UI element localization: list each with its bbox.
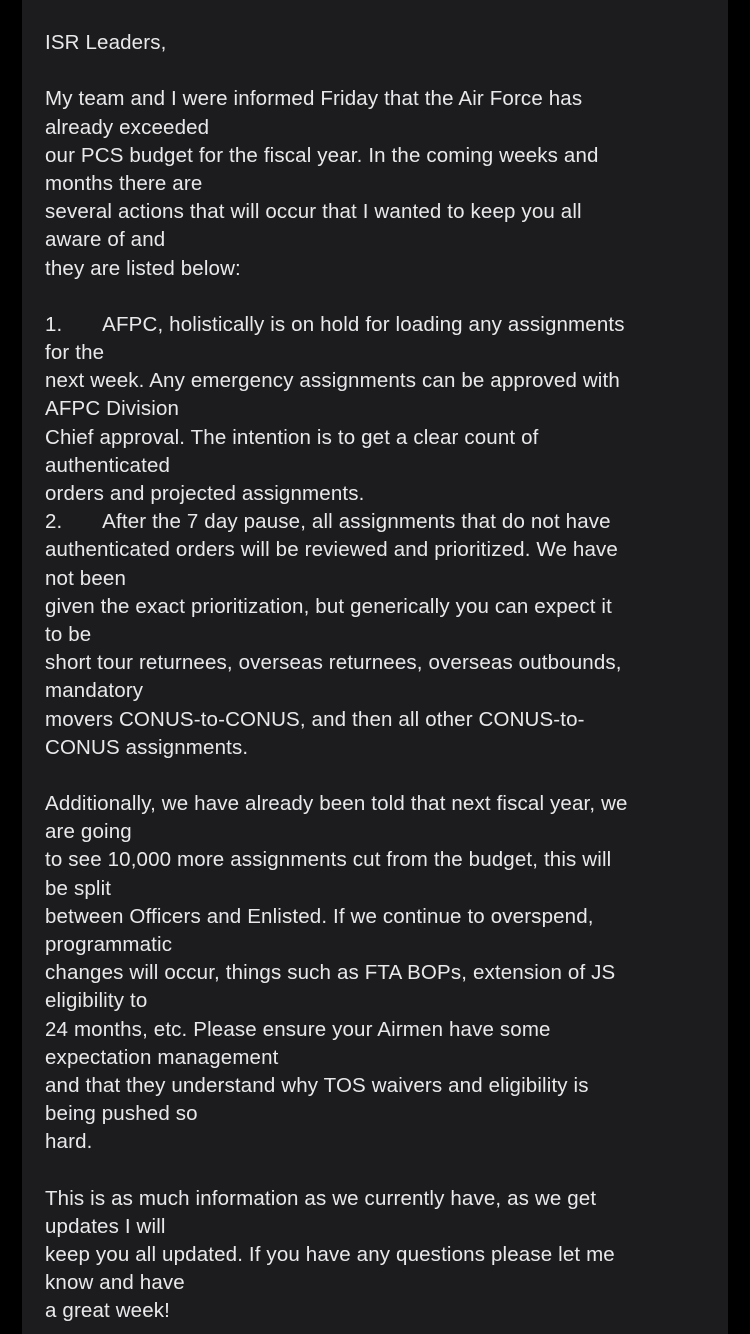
text-line: changes will occur, things such as FTA BOPs, extension of JS xyxy=(45,961,616,985)
text-line: be split xyxy=(45,876,112,900)
text-line: several actions that will occur that I wanted to keep you all xyxy=(45,200,582,224)
text-line: next week. Any emergency assignments can be approved with xyxy=(45,369,620,393)
text-line: given the exact prioritization, but generically you can expect it xyxy=(45,594,612,618)
text-line: not been xyxy=(45,566,126,590)
text-line: short tour returnees, overseas returnees, overseas outbounds, xyxy=(45,651,622,675)
list-item-2-line: 2. After the 7 day pause, all assignments that do not have xyxy=(45,510,611,534)
text-line: Chief approval. The intention is to get a clear count of xyxy=(45,425,539,449)
text-line: hard. xyxy=(45,1130,93,1154)
text-line: CONUS assignments. xyxy=(45,735,249,759)
text-line: eligibility to xyxy=(45,989,148,1013)
text-line: they are listed below: xyxy=(45,256,241,280)
text-line: months there are xyxy=(45,171,203,195)
text-line: know and have xyxy=(45,1271,185,1295)
text-line: keep you all updated. If you have any questions please let me xyxy=(45,1243,615,1267)
text-line: expectation management xyxy=(45,1045,279,1069)
text-line: aware of and xyxy=(45,228,166,252)
text-line: This is as much information as we currently have, as we get xyxy=(45,1186,597,1210)
text-line: movers CONUS-to-CONUS, and then all other CONUS-to- xyxy=(45,707,585,731)
text-line: Additionally, we have already been told that next fiscal year, we xyxy=(45,792,628,816)
greeting-line: ISR Leaders, xyxy=(45,31,167,54)
text-line: to be xyxy=(45,622,92,646)
text-line: authenticated orders will be reviewed and prioritized. We have xyxy=(45,538,618,562)
blank-line xyxy=(45,283,715,311)
text-line: being pushed so xyxy=(45,1102,198,1126)
blank-line xyxy=(45,762,715,790)
text-line: for the xyxy=(45,341,105,365)
text-line: My team and I were informed Friday that the Air Force has xyxy=(45,87,583,111)
text-line: are going xyxy=(45,820,132,844)
list-item-1-line: 1. AFPC, holistically is on hold for loading any assignments xyxy=(45,312,625,336)
text-line: programmatic xyxy=(45,933,173,956)
text-line: AFPC Division xyxy=(45,397,180,421)
text-line: and that they understand why TOS waivers and eligibility is xyxy=(45,1073,589,1097)
text-line: our PCS budget for the fiscal year. In the coming weeks and xyxy=(45,143,599,167)
closing-line: a great week! xyxy=(45,1299,171,1323)
blank-line xyxy=(45,1157,715,1185)
text-line: authenticated xyxy=(45,453,171,477)
text-line: 24 months, etc. Please ensure your Airmen have some xyxy=(45,1017,551,1041)
message-body xyxy=(45,29,715,1326)
message-panel[interactable] xyxy=(22,0,728,1334)
text-line: orders and projected assignments. xyxy=(45,482,365,505)
text-line: between Officers and Enlisted. If we continue to overspend, xyxy=(45,904,594,928)
text-line: already exceeded xyxy=(45,115,210,139)
text-line: updates I will xyxy=(45,1214,166,1238)
text-line: mandatory xyxy=(45,679,144,703)
text-line: to see 10,000 more assignments cut from the budget, this will xyxy=(45,848,612,872)
blank-line xyxy=(45,57,715,85)
